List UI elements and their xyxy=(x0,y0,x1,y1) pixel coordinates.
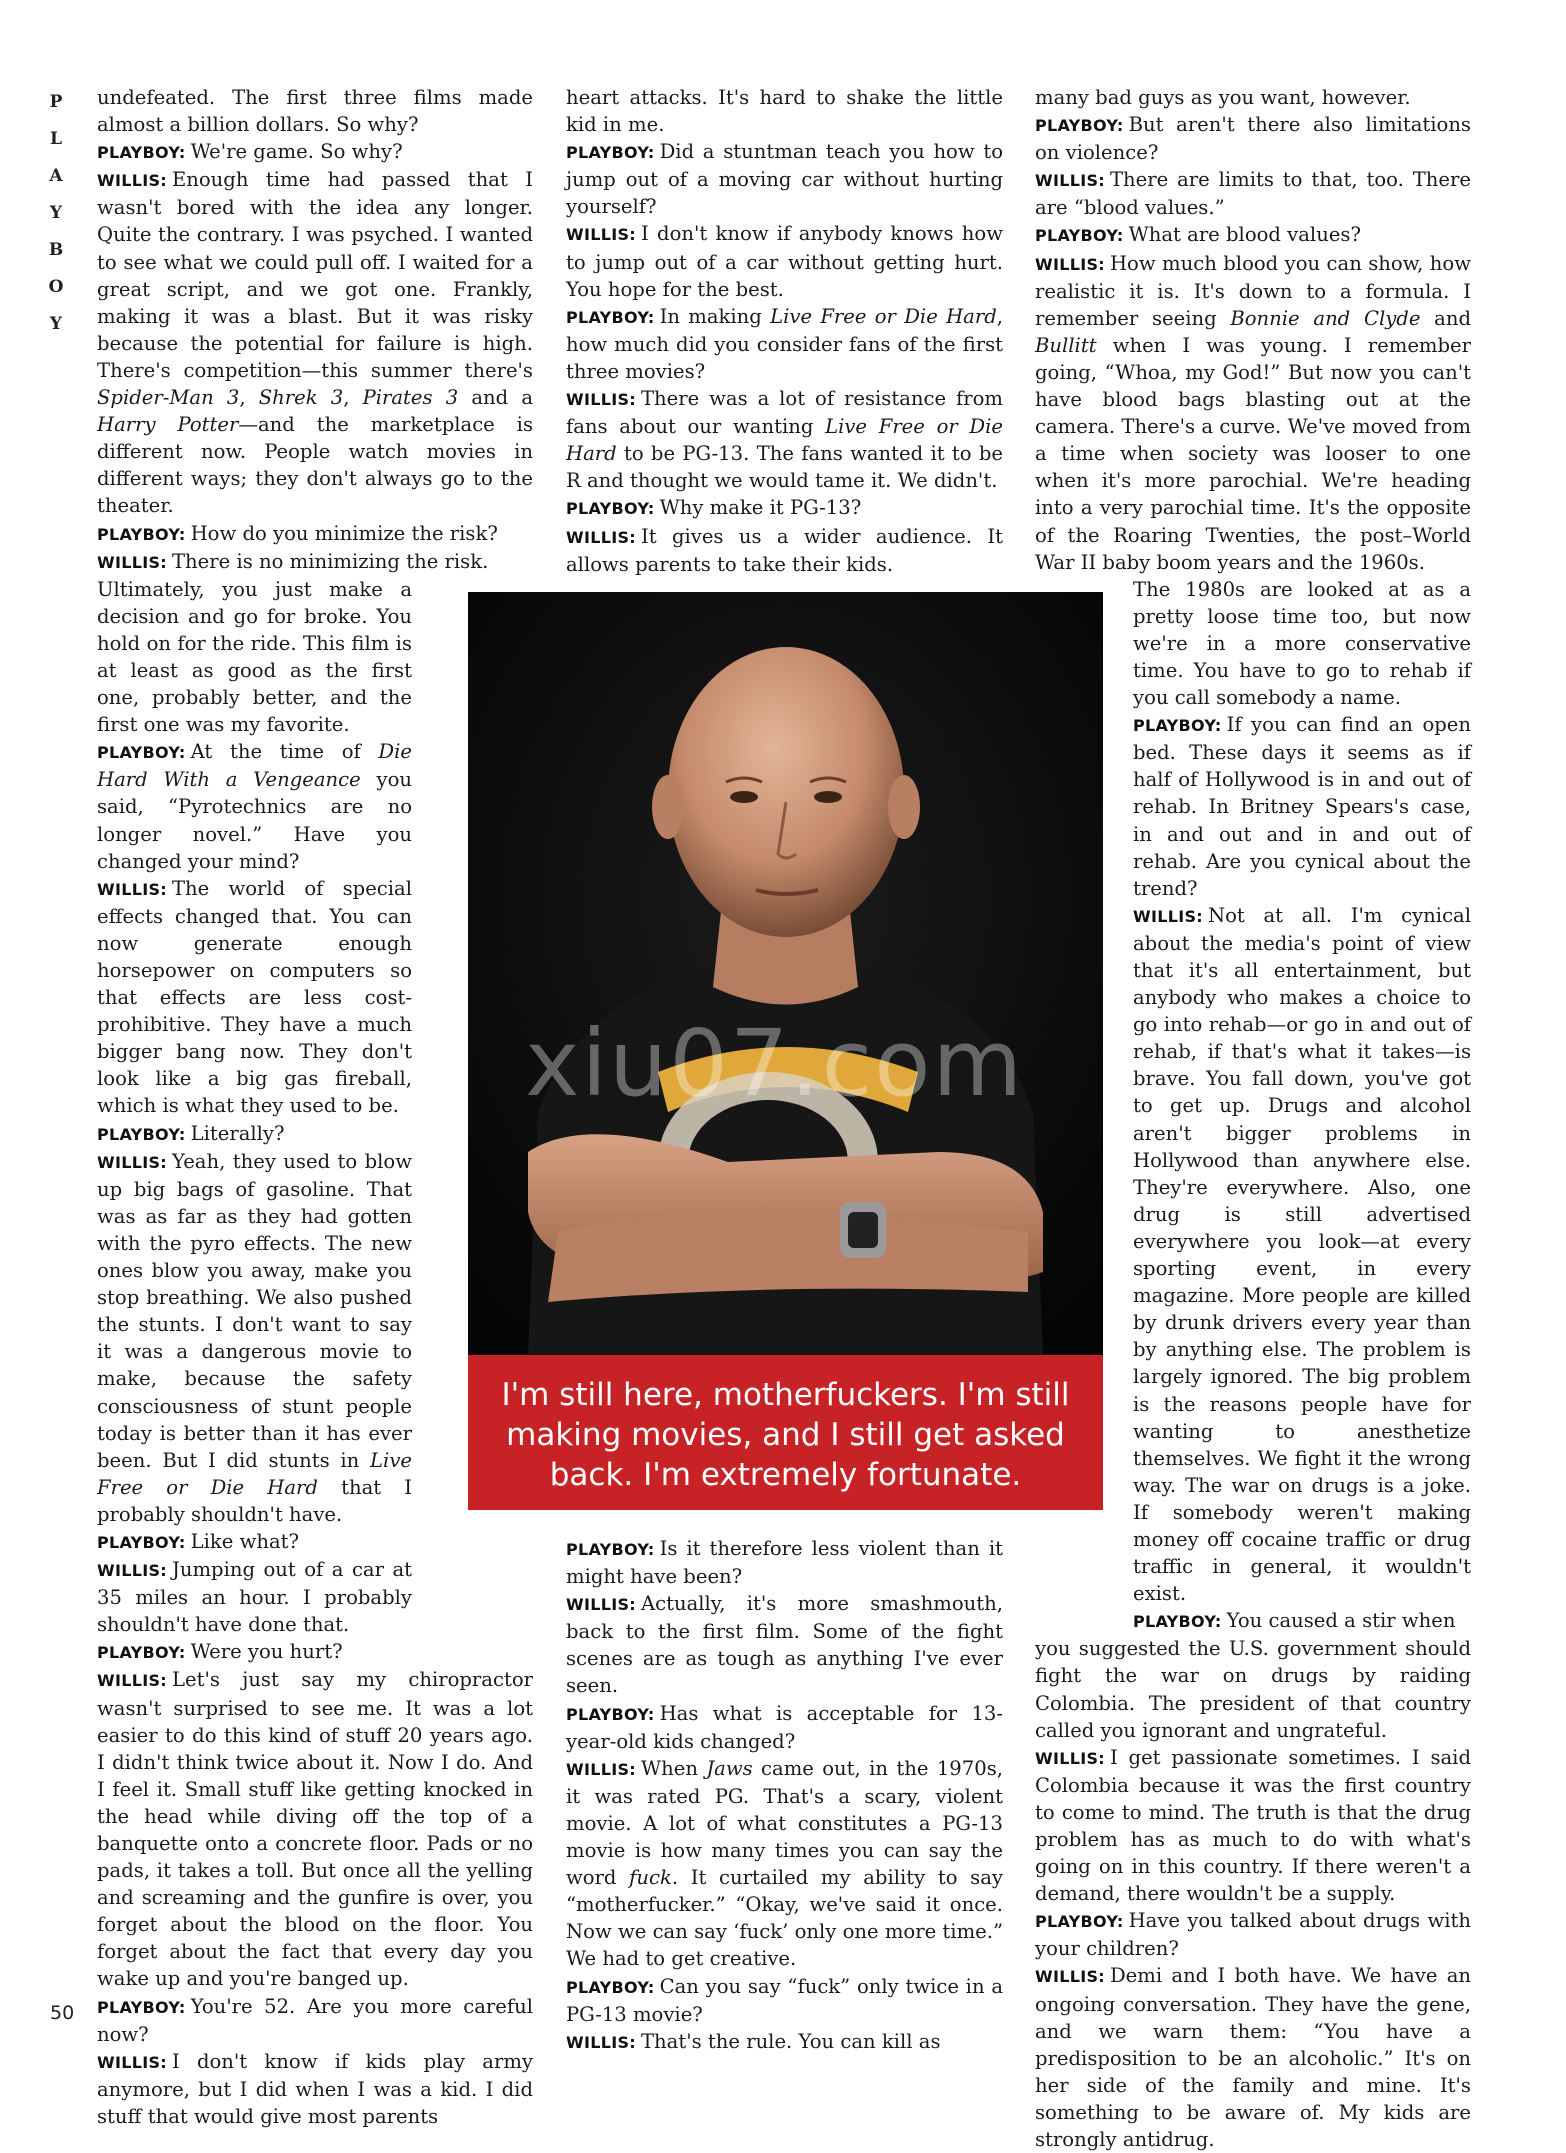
pull-quote-caption: I'm still here, motherfuckers. I'm still making movies, and I still get asked back. I'm extremely fortunate. xyxy=(468,1355,1103,1510)
willis-speaker-label: WILLIS: xyxy=(97,2052,167,2072)
magazine-label-letter: Y xyxy=(49,203,63,223)
italic-title: Harry Potter xyxy=(97,413,239,437)
paragraph-text: Literally? xyxy=(190,1121,285,1145)
paragraph-text: you said, “Pyrotechnics are no longer novel.” Have you changed your mind? xyxy=(97,768,412,873)
paragraph-text: and a xyxy=(458,386,534,410)
willis-speaker-label: WILLIS: xyxy=(1035,254,1105,274)
playboy-speaker-label: PLAYBOY: xyxy=(566,1540,655,1559)
interview-paragraph xyxy=(1035,1744,1471,1908)
col1-narrow xyxy=(97,576,412,1639)
column-2-bottom xyxy=(566,1535,1003,2056)
interview-paragraph xyxy=(566,1535,1003,1590)
italic-title: Die Hard With a Vengeance xyxy=(97,740,412,792)
playboy-speaker-label: PLAYBOY: xyxy=(97,524,186,544)
interview-paragraph xyxy=(1035,250,1471,576)
magazine-label-letter: L xyxy=(50,129,62,149)
willis-speaker-label: WILLIS: xyxy=(566,1759,636,1779)
interview-paragraph xyxy=(97,1666,533,1992)
willis-speaker-label: WILLIS: xyxy=(566,1595,636,1615)
playboy-speaker-label: PLAYBOY: xyxy=(97,1124,186,1144)
interview-paragraph xyxy=(97,1120,412,1148)
col3-bottom xyxy=(1035,1635,1471,2153)
italic-title: Live Free or Die Hard xyxy=(566,415,1003,466)
paragraph-text: It gives us a wider audience. It allows parents to take their kids. xyxy=(566,524,1003,576)
col3-narrow xyxy=(1133,576,1471,1636)
interview-paragraph xyxy=(97,576,412,739)
interview-paragraph xyxy=(1035,84,1471,111)
interview-paragraph xyxy=(97,875,412,1120)
paragraph-text: to be PG-13. The fans wanted it to be R and thought we would tame it. We didn't. xyxy=(566,442,1003,493)
col1-top xyxy=(97,84,533,576)
interview-paragraph xyxy=(566,138,1003,220)
paragraph-text: Have you talked about drugs with your children? xyxy=(1035,1909,1471,1961)
interview-paragraph xyxy=(566,1590,1003,1699)
playboy-speaker-label: PLAYBOY: xyxy=(1133,716,1222,736)
interview-paragraph xyxy=(1035,221,1471,249)
interview-paragraph xyxy=(1133,1607,1471,1635)
playboy-speaker-label: PLAYBOY: xyxy=(566,143,655,163)
willis-speaker-label: WILLIS: xyxy=(97,879,167,899)
paragraph-text: That's the rule. You can kill as xyxy=(640,2029,941,2053)
italic-title: Bullitt xyxy=(1035,333,1097,357)
interview-paragraph xyxy=(97,738,412,874)
col2-bottom xyxy=(566,1535,1003,2056)
magazine-label xyxy=(44,84,68,343)
paragraph-text: —and the marketplace is different now. People watch movies in different ways; they don't always go to the theater. xyxy=(97,413,534,518)
paragraph-text: Like what? xyxy=(190,1529,300,1553)
interview-paragraph xyxy=(1133,902,1471,1607)
paragraph-text: and xyxy=(1420,306,1471,330)
paragraph-text: that I probably shouldn't have. xyxy=(97,1475,412,1526)
playboy-speaker-label: PLAYBOY: xyxy=(1035,1912,1124,1932)
paragraph-text: You caused a stir when xyxy=(1226,1609,1456,1633)
paragraph-text: Actually, it's more smashmouth, back to the first film. Some of the fight scenes are as tough as anything I've ever seen. xyxy=(566,1592,1003,1698)
interview-paragraph xyxy=(97,84,533,138)
paragraph-text: , how much did you consider fans of the first three movies? xyxy=(566,304,1003,383)
italic-title: Jaws xyxy=(706,1756,753,1780)
paragraph-text: Did a stuntman teach you how to jump out of a moving car without hurting yourself? xyxy=(566,140,1003,219)
willis-speaker-label: WILLIS: xyxy=(1035,1967,1105,1987)
playboy-speaker-label: PLAYBOY: xyxy=(97,1997,186,2017)
interview-paragraph xyxy=(97,520,533,548)
interview-paragraph xyxy=(1035,1635,1471,1743)
paragraph-text: You're 52. Are you more careful now? xyxy=(97,1994,533,2046)
willis-speaker-label: WILLIS: xyxy=(1035,1748,1105,1768)
magazine-label-letter: A xyxy=(49,166,63,186)
interview-paragraph xyxy=(97,1993,533,2048)
paragraph-text: , xyxy=(239,386,259,410)
magazine-label-letter: O xyxy=(48,277,64,297)
playboy-speaker-label: PLAYBOY: xyxy=(566,1704,655,1724)
interview-paragraph xyxy=(1035,166,1471,221)
playboy-speaker-label: PLAYBOY: xyxy=(566,499,655,519)
willis-speaker-label: WILLIS: xyxy=(97,1561,167,1581)
paragraph-text: Ultimately, you just make a decision and go for broke. You hold on for the ride. This film is at least as good as the first one, probably better, and the first one was my favorite. xyxy=(97,577,412,737)
paragraph-text: Jumping out of a car at 35 miles an hour. I probably shouldn't have done that. xyxy=(97,1558,412,1637)
interview-paragraph xyxy=(566,523,1003,578)
italic-title: Live Free or Die Hard xyxy=(97,1448,412,1499)
interview-paragraph xyxy=(97,1528,412,1556)
interview-paragraph xyxy=(566,1973,1003,2028)
interview-paragraph xyxy=(566,2028,1003,2056)
column-2-top xyxy=(566,84,1003,578)
paragraph-text: There was a lot of resistance from fans about our wanting xyxy=(566,387,1003,439)
col1-bottom xyxy=(97,1638,533,2130)
portrait-photo xyxy=(468,592,1103,1355)
paragraph-text: Were you hurt? xyxy=(190,1640,343,1664)
paragraph-text: Has what is acceptable for 13-year-old kids changed? xyxy=(566,1701,1003,1753)
interview-paragraph xyxy=(97,166,533,519)
paragraph-text: How much blood you can show, how realistic it is. It's down to a formula. I remember seeing xyxy=(1035,251,1471,330)
interview-paragraph xyxy=(566,84,1003,138)
interview-paragraph xyxy=(97,138,533,166)
interview-paragraph xyxy=(566,385,1003,494)
watermark: xiu07.com xyxy=(525,1010,1025,1117)
paragraph-text: But aren't there also limitations on violence? xyxy=(1035,113,1471,165)
playboy-speaker-label: PLAYBOY: xyxy=(97,143,186,163)
willis-speaker-label: WILLIS: xyxy=(566,527,636,547)
paragraph-text: Why make it PG-13? xyxy=(659,496,862,520)
italic-title: Shrek 3 xyxy=(258,386,344,410)
playboy-speaker-label: PLAYBOY: xyxy=(97,1643,186,1663)
italic-title: Live Free or Die Hard xyxy=(770,304,997,328)
paragraph-text: When xyxy=(640,1756,707,1780)
paragraph-text: If you can find an open bed. These days it seems as if half of Hollywood is in and out of rehab. In Britney Spears's case, in and out and in and out of rehab. Are you cynical about the trend? xyxy=(1133,713,1471,900)
playboy-speaker-label: PLAYBOY: xyxy=(1133,1612,1222,1632)
paragraph-text: The world of special effects changed that. You can now generate enough horsepower on computers so that effects are less cost-prohibitive. They have a much bigger bang now. They don't look like a big gas fireball, which is what they used to be. xyxy=(97,876,412,1118)
willis-speaker-label: WILLIS: xyxy=(97,1152,167,1172)
paragraph-text: . It curtailed my ability to say “motherfucker.” “Okay, we've said it once. Now we can say ‘fuck’ only one more time.” We had to get creative. xyxy=(566,1866,1003,1971)
italic-title: Bonnie and Clyde xyxy=(1230,306,1421,330)
paragraph-text: Enough time had passed that I wasn't bored with the idea any longer. Quite the contrary. I was psyched. I wanted to see what we could pull off. I waited for a great script, and we got one. Frankly, making it was a blast. But it was risky because the potential for failure is high. There's competition—this summer there's xyxy=(97,168,533,382)
paragraph-text: There are limits to that, too. There are “blood values.” xyxy=(1035,168,1471,220)
interview-paragraph xyxy=(1035,111,1471,166)
interview-paragraph xyxy=(97,1148,412,1528)
paragraph-text: I get passionate sometimes. I said Colombia because it was the first country to come to mind. The truth is that the drug problem has as much to do with what's going on in this country. If there weren't a demand, there wouldn't be a supply. xyxy=(1035,1745,1471,1906)
interview-paragraph xyxy=(566,303,1003,385)
willis-speaker-label: WILLIS: xyxy=(97,552,167,572)
playboy-speaker-label: PLAYBOY: xyxy=(1035,116,1124,136)
playboy-speaker-label: PLAYBOY: xyxy=(1035,226,1124,246)
italic-title: fuck xyxy=(629,1866,672,1890)
paragraph-text: Can you say “fuck” only twice in a PG-13 movie? xyxy=(566,1974,1003,2026)
paragraph-text: when I was young. I remember going, “Whoa, my God!” But now you can't have blood bags blasting out at the camera. There's a curve. We've moved from a time when society was looser to one when it's more parochial. We're heading into a very parochial time. It's the opposite of the Roaring Twenties, the post–World War II baby boom years and the 1960s. xyxy=(1035,333,1471,574)
willis-speaker-label: WILLIS: xyxy=(566,2032,636,2052)
playboy-speaker-label: PLAYBOY: xyxy=(97,1532,186,1552)
paragraph-text: I don't know if anybody knows how to jump out of a car without getting hurt. You hope for the best. xyxy=(566,222,1003,301)
willis-speaker-label: WILLIS: xyxy=(566,390,636,410)
willis-speaker-label: WILLIS: xyxy=(1133,906,1203,926)
interview-paragraph xyxy=(97,2048,533,2130)
italic-title: Pirates 3 xyxy=(362,386,459,410)
paragraph-text: At the time of xyxy=(190,740,379,764)
paragraph-text: Yeah, they used to blow up big bags of gasoline. That was as far as they had gotten with the pyro effects. The new ones blow you away, make you stop breathing. We also pushed the stunts. I don't want to say it was a dangerous movie to make, because the safety consciousness of stunt people today is better than it has ever been. But I did stunts in xyxy=(97,1149,412,1472)
paragraph-text: In making xyxy=(659,304,771,328)
willis-speaker-label: WILLIS: xyxy=(97,171,167,191)
paragraph-text: many bad guys as you want, however. xyxy=(1035,86,1411,109)
interview-paragraph xyxy=(566,1755,1003,1973)
page-number: 50 xyxy=(50,2002,75,2024)
interview-paragraph xyxy=(566,494,1003,522)
interview-paragraph xyxy=(1035,1907,1471,1962)
portrait-illustration xyxy=(468,592,1103,1355)
paragraph-text: you suggested the U.S. government should fight the war on drugs by raiding Colombia. The president of that country called you ignorant and ungrateful. xyxy=(1035,1637,1471,1742)
paragraph-text: We're game. So why? xyxy=(190,140,403,164)
interview-paragraph xyxy=(1133,711,1471,902)
paragraph-text: undefeated. The first three films made almost a billion dollars. So why? xyxy=(97,86,533,137)
interview-paragraph xyxy=(1035,1962,1471,2153)
col3-top xyxy=(1035,84,1471,576)
paragraph-text: The 1980s are looked at as a pretty loose time too, but now we're in a more conservative time. You have to go to rehab if you call somebody a name. xyxy=(1133,577,1471,710)
italic-title: Spider-Man 3 xyxy=(97,386,240,410)
paragraph-text: came out, in the 1970s, it was rated PG. That's a scary, violent movie. A lot of what constitutes a PG-13 movie is how many times you can say the word xyxy=(566,1756,1003,1890)
interview-paragraph xyxy=(97,1638,533,1666)
paragraph-text: Is it therefore less violent than it might have been? xyxy=(566,1537,1003,1589)
interview-paragraph xyxy=(97,548,533,576)
playboy-speaker-label: PLAYBOY: xyxy=(97,743,186,763)
magazine-label-letter: Y xyxy=(49,314,63,334)
playboy-speaker-label: PLAYBOY: xyxy=(566,1977,655,1997)
willis-speaker-label: WILLIS: xyxy=(1035,171,1105,191)
willis-speaker-label: WILLIS: xyxy=(97,1671,167,1691)
interview-paragraph xyxy=(97,1556,412,1638)
col2-top xyxy=(566,84,1003,578)
magazine-label-letter: P xyxy=(49,92,63,112)
paragraph-text: Demi and I both have. We have an ongoing conversation. They have the gene, and we warn them: “You have a predisposition to be an alcoholic.” It's on her side of the family and mine. It's something to be aware of. My kids are strongly antidrug. xyxy=(1035,1964,1471,2152)
paragraph-text: , xyxy=(343,386,363,410)
paragraph-text: How do you minimize the risk? xyxy=(190,521,498,545)
paragraph-text: There is no minimizing the risk. xyxy=(171,549,489,573)
interview-paragraph xyxy=(1133,576,1471,711)
paragraph-text: I don't know if kids play army anymore, but I did when I was a kid. I did stuff that would give most parents xyxy=(97,2049,533,2128)
paragraph-text: What are blood values? xyxy=(1128,223,1361,247)
willis-speaker-label: WILLIS: xyxy=(566,225,636,245)
playboy-speaker-label: PLAYBOY: xyxy=(566,307,655,327)
paragraph-text: Not at all. I'm cynical about the media's point of view that it's all entertainment, but anybody who makes a choice to go into rehab—or go in and out of rehab, if that's what it takes—is brave. You fall down, you've got to get up. Drugs and alcohol aren't bigger problems in Hollywood than anywhere else. They're everywhere. Also, one drug is still advertised everywhere you look—at every sporting event, in every magazine. More people are killed by drunk drivers every year than by anything else. The problem is largely ignored. The big problem is the reasons people have for wanting to anesthetize themselves. We fight it the wrong way. The war on drugs is a joke. If somebody weren't making money off cocaine traffic or drug traffic in general, it wouldn't exist. xyxy=(1133,903,1471,1606)
paragraph-text: heart attacks. It's hard to shake the little kid in me. xyxy=(566,86,1003,137)
interview-paragraph xyxy=(566,1700,1003,1755)
magazine-label-letter: B xyxy=(48,240,64,260)
paragraph-text: Let's just say my chiropractor wasn't surprised to see me. It was a lot easier to do this kind of stuff 20 years ago. I didn't think twice about it. Now I do. And I feel it. Small stuff like getting knocked in the head while diving off the top of a banquette onto a concrete floor. Pads or no pads, it takes a toll. But once all the yelling and screaming and the gunfire is over, you forget about the blood on the floor. You forget about the fact that every day you wake up and you're banged up. xyxy=(97,1668,533,1991)
interview-paragraph xyxy=(566,220,1003,302)
